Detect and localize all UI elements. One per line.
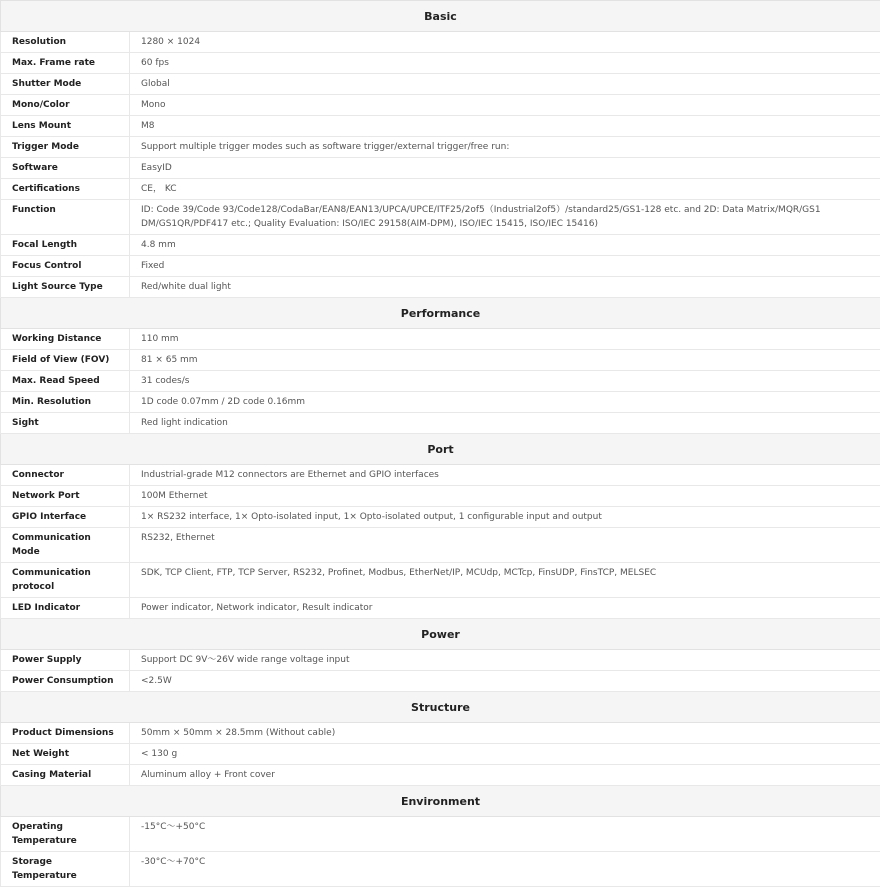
row-label: Connector xyxy=(1,465,130,486)
row-value: EasyID xyxy=(130,158,880,179)
row-label: Field of View (FOV) xyxy=(1,350,130,371)
table-row xyxy=(1,598,880,619)
table-row xyxy=(1,158,880,179)
row-label: Shutter Mode xyxy=(1,74,130,95)
row-value: M8 xyxy=(130,116,880,137)
row-value: Industrial-grade M12 connectors are Ethernet and GPIO interfaces xyxy=(130,465,880,486)
table-row xyxy=(1,277,880,298)
row-label: Software xyxy=(1,158,130,179)
row-value: -30°C～+70°C xyxy=(130,852,880,887)
table-row xyxy=(1,179,880,200)
table-row xyxy=(1,256,880,277)
table-row xyxy=(1,671,880,692)
row-label: Communication Mode xyxy=(1,528,130,563)
row-label: Operating Temperature xyxy=(1,817,130,852)
table-row xyxy=(1,563,880,598)
row-value: Support multiple trigger modes such as software trigger/external trigger/free run: xyxy=(130,137,880,158)
table-row xyxy=(1,413,880,434)
table-row xyxy=(1,507,880,528)
row-label: Working Distance xyxy=(1,329,130,350)
table-row xyxy=(1,350,880,371)
row-value: Mono xyxy=(130,95,880,116)
row-value: Power indicator, Network indicator, Result indicator xyxy=(130,598,880,619)
section-port xyxy=(1,434,880,465)
row-value: < 130 g xyxy=(130,744,880,765)
table-row xyxy=(1,817,880,852)
row-value: Fixed xyxy=(130,256,880,277)
row-label: Focal Length xyxy=(1,235,130,256)
table-row xyxy=(1,200,880,235)
section-basic xyxy=(1,1,880,32)
row-value: Aluminum alloy + Front cover xyxy=(130,765,880,786)
table-row xyxy=(1,137,880,158)
row-value: SDK, TCP Client, FTP, TCP Server, RS232, Profinet, Modbus, EtherNet/IP, MCUdp, MCTcp, FinsUDP, FinsTCP, MELSEC xyxy=(130,563,880,598)
table-row xyxy=(1,486,880,507)
row-label: LED Indicator xyxy=(1,598,130,619)
row-value: 50mm × 50mm × 28.5mm (Without cable) xyxy=(130,723,880,744)
row-label: Lens Mount xyxy=(1,116,130,137)
row-label: Light Source Type xyxy=(1,277,130,298)
row-value: RS232, Ethernet xyxy=(130,528,880,563)
row-label: Mono/Color xyxy=(1,95,130,116)
row-value: 4.8 mm xyxy=(130,235,880,256)
row-value: 31 codes/s xyxy=(130,371,880,392)
row-label: Function xyxy=(1,200,130,235)
row-value: -15°C～+50°C xyxy=(130,817,880,852)
table-row xyxy=(1,528,880,563)
row-value: Global xyxy=(130,74,880,95)
row-value: Red light indication xyxy=(130,413,880,434)
row-label: Power Supply xyxy=(1,650,130,671)
table-row xyxy=(1,116,880,137)
section-title: Performance xyxy=(1,298,880,329)
row-label: Communication protocol xyxy=(1,563,130,598)
row-label: GPIO Interface xyxy=(1,507,130,528)
row-label: Resolution xyxy=(1,32,130,53)
row-label: Trigger Mode xyxy=(1,137,130,158)
section-structure xyxy=(1,692,880,723)
section-title: Basic xyxy=(1,1,880,32)
row-value: <2.5W xyxy=(130,671,880,692)
row-value: 1280 × 1024 xyxy=(130,32,880,53)
row-value: 110 mm xyxy=(130,329,880,350)
row-value: 1D code 0.07mm / 2D code 0.16mm xyxy=(130,392,880,413)
row-label: Storage Temperature xyxy=(1,852,130,887)
section-environment xyxy=(1,786,880,817)
row-label: Network Port xyxy=(1,486,130,507)
row-label: Product Dimensions xyxy=(1,723,130,744)
table-row xyxy=(1,852,880,887)
row-label: Max. Frame rate xyxy=(1,53,130,74)
table-row xyxy=(1,650,880,671)
row-value: 81 × 65 mm xyxy=(130,350,880,371)
row-label: Power Consumption xyxy=(1,671,130,692)
row-value: 1× RS232 interface, 1× Opto-isolated input, 1× Opto-isolated output, 1 configurable input and output xyxy=(130,507,880,528)
row-label: Sight xyxy=(1,413,130,434)
section-power xyxy=(1,619,880,650)
table-row xyxy=(1,235,880,256)
table-row xyxy=(1,371,880,392)
table-row xyxy=(1,723,880,744)
section-title: Structure xyxy=(1,692,880,723)
table-row xyxy=(1,32,880,53)
table-row xyxy=(1,465,880,486)
row-value: ID: Code 39/Code 93/Code128/CodaBar/EAN8/EAN13/UPCA/UPCE/ITF25/2of5（Industrial2of5）/standard25/GS1-128 etc. and 2D: Data Matrix/MQR/GS1 DM/GS1QR/PDF417 etc.; Quality Evaluation: ISO/IEC 29158(AIM-DPM), ISO/IEC 15415, ISO/IEC 15416) xyxy=(130,200,880,235)
table-row xyxy=(1,392,880,413)
row-value: 100M Ethernet xyxy=(130,486,880,507)
row-label: Net Weight xyxy=(1,744,130,765)
row-label: Min. Resolution xyxy=(1,392,130,413)
table-row xyxy=(1,53,880,74)
section-title: Environment xyxy=(1,786,880,817)
row-value: Support DC 9V～26V wide range voltage input xyxy=(130,650,880,671)
table-row xyxy=(1,95,880,116)
table-row xyxy=(1,329,880,350)
row-value: Red/white dual light xyxy=(130,277,880,298)
row-label: Certifications xyxy=(1,179,130,200)
table-row xyxy=(1,744,880,765)
row-value: 60 fps xyxy=(130,53,880,74)
section-title: Power xyxy=(1,619,880,650)
row-label: Casing Material xyxy=(1,765,130,786)
row-label: Max. Read Speed xyxy=(1,371,130,392)
table-row xyxy=(1,765,880,786)
section-title: Port xyxy=(1,434,880,465)
table-row xyxy=(1,74,880,95)
section-performance xyxy=(1,298,880,329)
row-value: CE， KC xyxy=(130,179,880,200)
row-label: Focus Control xyxy=(1,256,130,277)
